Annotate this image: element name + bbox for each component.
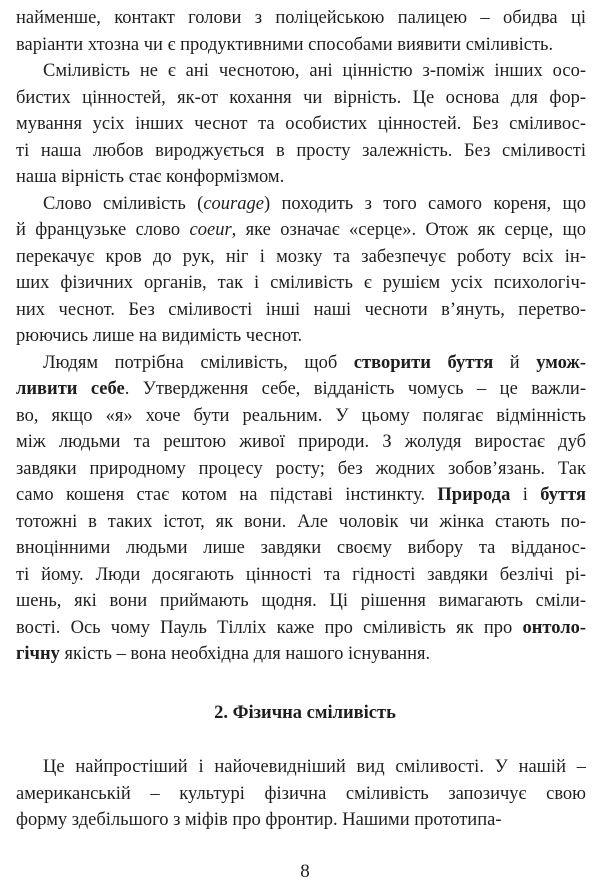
- text-line: [16, 781, 586, 807]
- text-segment: й французьке слово: [16, 220, 190, 240]
- text-line: [43, 191, 586, 217]
- text-segment: . Утвердження себе, відданість чомусь – це важли-: [124, 379, 586, 399]
- italic-text: coeur: [189, 220, 232, 240]
- text-segment: форму здебільшого з міфів про фронтир. Нашими прототипа-: [16, 810, 502, 830]
- text-line: [16, 111, 586, 137]
- bold-text: умож-: [536, 352, 586, 373]
- text-segment: во, якщо «я» хоче бути реальним. У цьому полягає відмінність: [16, 405, 586, 426]
- text-segment: перекачує кров до рук, ніг і мозку та забезпечує роботу всіх ін-: [16, 246, 586, 267]
- section-heading: 2. Фізична сміливість: [214, 703, 396, 723]
- text-segment: вості. Ось чому Пауль Тілліх каже про сміливість як про: [16, 617, 523, 638]
- text-segment: завдяки природному процесу росту; без жодних зобов’язань. Так: [16, 458, 586, 479]
- text-segment: Людям потрібна сміливість, щоб: [43, 352, 354, 373]
- text-segment: американській – культурі фізична сміливість запозичує свою: [16, 783, 586, 804]
- text-line: [16, 482, 586, 508]
- text-segment: шень, які вони приймають щодня. Ці рішення вимагають сміли-: [16, 591, 586, 611]
- text-line: [16, 641, 586, 667]
- text-line: [16, 615, 586, 641]
- text-line: [16, 270, 586, 296]
- text-segment: Слово сміливість (: [43, 193, 204, 214]
- text-line: [43, 58, 586, 84]
- text-line: [16, 138, 586, 164]
- text-segment: тотожні в таких істот, як вони. Але чоловік чи жінка стають по-: [16, 511, 586, 532]
- text-line: [16, 164, 586, 190]
- text-segment: й: [493, 352, 537, 373]
- text-segment: якість – вона необхідна для нашого існування.: [59, 644, 431, 664]
- text-segment: ті йому. Люди досягають цінності та гідності завдяки безлічі рі-: [16, 564, 586, 585]
- bold-text: онтоло-: [522, 617, 586, 638]
- text-line: [16, 32, 586, 58]
- text-segment: між людьми та рештою живої природи. З жолудя виростає дуб: [16, 432, 586, 452]
- page-number: 8: [300, 861, 310, 882]
- text-segment: вноцінними людьми лише завдяки своєму вибору та відданос-: [16, 538, 586, 558]
- text-line: [16, 376, 586, 402]
- text-segment: рюючись лише на видимість чеснот.: [16, 326, 303, 346]
- text-segment: варіанти хтозна чи є продуктивними способами виявити сміливість.: [16, 34, 554, 55]
- text-line: [16, 429, 586, 455]
- text-segment: мування усіх інших чеснот та особистих цінностей. Без сміливос-: [16, 114, 586, 134]
- text-line: [16, 456, 586, 482]
- text-segment: само кошеня стає котом на підставі інстинкту.: [16, 485, 438, 505]
- text-line: [43, 350, 586, 376]
- bold-text: створити буття: [353, 352, 494, 373]
- text-segment: , яке означає «серце». Отож як серце, що: [231, 220, 586, 240]
- italic-text: courage: [203, 193, 264, 214]
- text-line: [16, 509, 586, 535]
- text-line: [16, 5, 586, 31]
- bold-text: Природа: [437, 485, 511, 505]
- text-segment: бистих цінностей, як-от кохання чи вірність. Це основа для фор-: [16, 87, 586, 108]
- text-segment: них чеснот. Без сміливості інші наші чесноти в’януть, перетво-: [16, 299, 586, 320]
- text-segment: Сміливість не є ані чеснотою, ані цінністю з-поміж інших осо-: [43, 61, 586, 81]
- text-line: [43, 754, 586, 780]
- text-segment: найменше, контакт голови з поліцейською палицею – обидва ці: [16, 8, 586, 28]
- text-segment: ших фізичних органів, так і сміливість є рушієм усіх психологіч-: [16, 273, 586, 293]
- text-line: [16, 535, 586, 561]
- text-segment: ) походить з того самого кореня, що: [263, 193, 586, 214]
- text-line: [16, 297, 586, 323]
- text-segment: Це найпростіший і найочевидніший вид сміливості. У нашій –: [43, 757, 586, 777]
- text-segment: наша вірність стає конформізмом.: [16, 167, 285, 187]
- bold-text: буття: [540, 485, 586, 505]
- text-line: [16, 323, 586, 349]
- bold-text: ливити себе: [16, 379, 125, 399]
- text-segment: ті наша любов вироджується в просту залежність. Без сміливості: [16, 140, 586, 161]
- text-line: [16, 217, 586, 243]
- text-line: [16, 562, 586, 588]
- text-segment: і: [510, 485, 541, 505]
- text-line: [16, 85, 586, 111]
- bold-text: гічну: [16, 644, 60, 664]
- text-line: [16, 588, 586, 614]
- text-line: [16, 403, 586, 429]
- text-line: [16, 244, 586, 270]
- text-line: [16, 807, 586, 833]
